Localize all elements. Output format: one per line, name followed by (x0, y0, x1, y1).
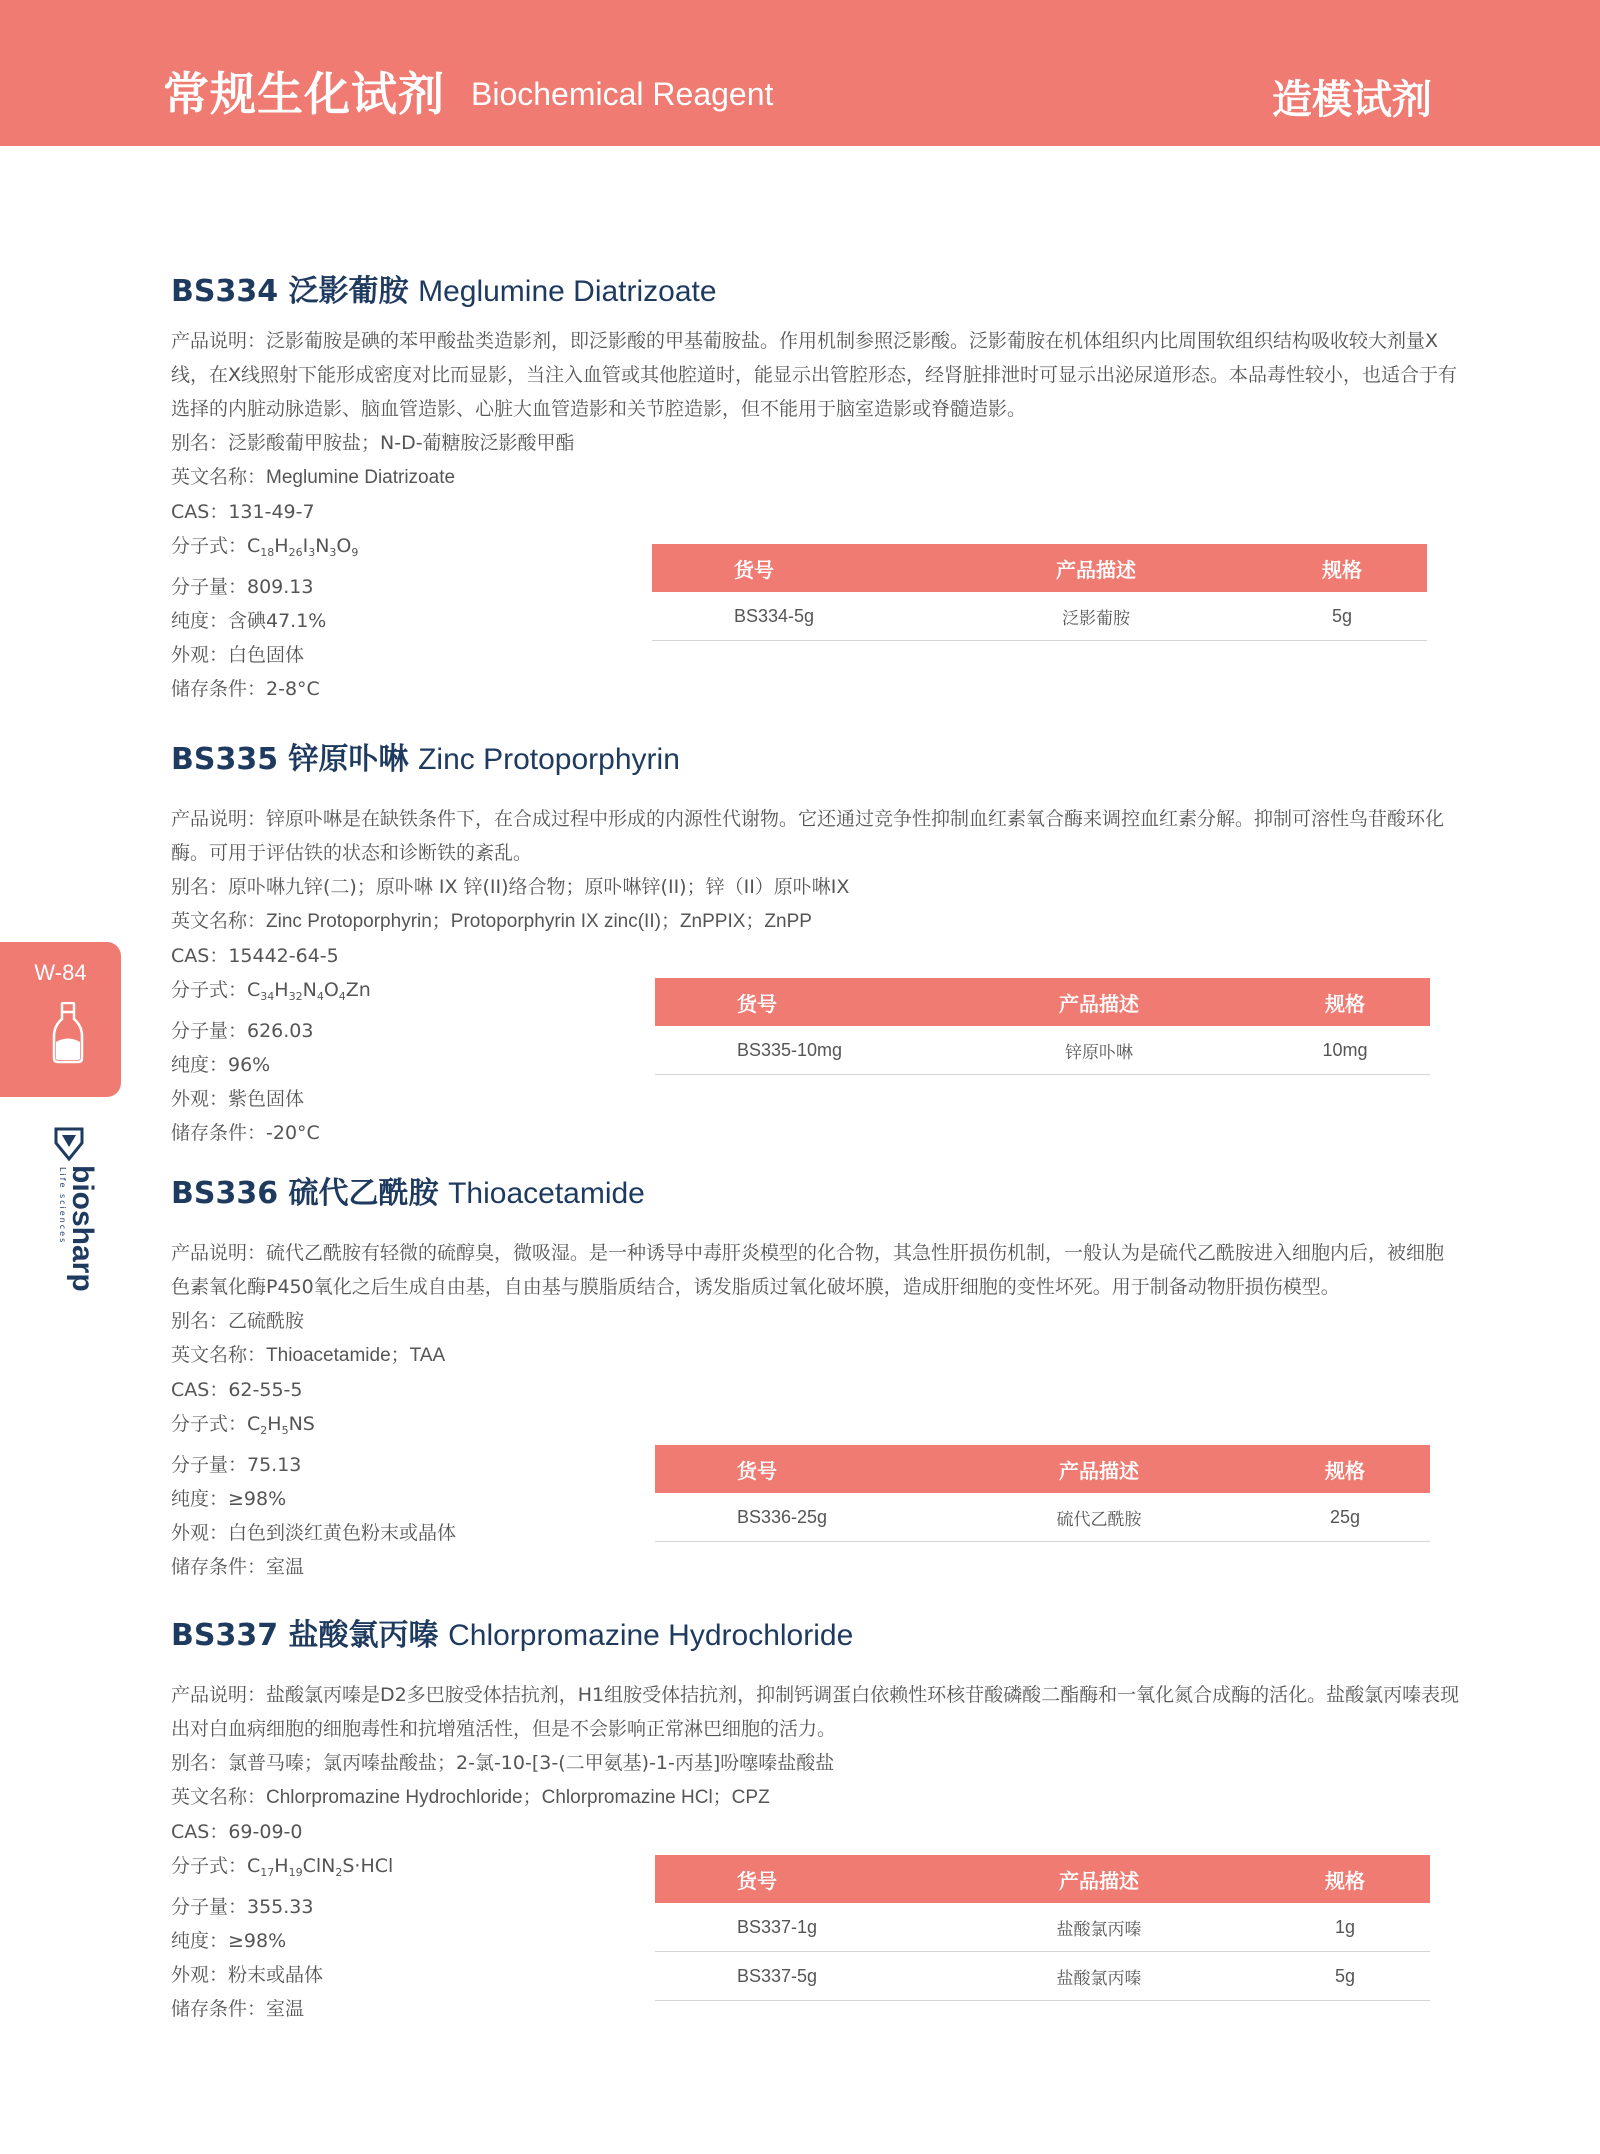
header-category: 造模试剂 (1272, 77, 1432, 123)
table-row (655, 1952, 1430, 2001)
product-storage: 储存条件：室温 (171, 1998, 305, 2020)
product-appearance: 外观：白色到淡红黄色粉末或晶体 (171, 1522, 457, 1544)
col-header-spec: 规格 (1257, 544, 1427, 592)
col-header-desc: 产品描述 (938, 978, 1260, 1026)
product-alias: 别名：乙硫酰胺 (171, 1310, 305, 1332)
formula-sub: 32 (288, 990, 303, 1003)
formula-label: 分子式： (171, 1855, 248, 1877)
product-en-name (171, 460, 1461, 495)
table-header-row (652, 544, 1427, 592)
brand-logo (47, 1125, 99, 1295)
product-cas: CAS：69-09-0 (171, 1821, 303, 1843)
en-name-value: Thioacetamide；TAA (266, 1345, 446, 1366)
formula-sub: 26 (288, 546, 303, 559)
col-header-desc: 产品描述 (935, 544, 1257, 592)
col-header-desc: 产品描述 (938, 1445, 1260, 1493)
product-title (171, 1172, 1461, 1216)
col-header-code: 货号 (655, 1445, 938, 1493)
header-cn-title: 常规生化试剂 (163, 67, 445, 121)
product-mw: 分子量：809.13 (171, 576, 314, 598)
formula-label: 分子式： (171, 979, 248, 1001)
formula-part: N (302, 979, 317, 1001)
product-purity: 纯度：含碘47.1% (171, 610, 327, 632)
cell-desc: 泛影葡胺 (935, 592, 1257, 641)
bottle-icon (52, 1002, 84, 1064)
product-alias: 别名：氯普马嗪；氯丙嗪盐酸盐；2-氯-10-[3-(二甲氨基)-1-丙基]吩噻嗪盐酸盐 (171, 1752, 835, 1774)
en-name-value: Chlorpromazine Hydrochloride；Chlorpromazine HCl；CPZ (266, 1787, 770, 1808)
formula-sub: 4 (338, 990, 346, 1003)
formula-sub: 18 (260, 546, 275, 559)
table-row (655, 1493, 1430, 1542)
en-name-value: Meglumine Diatrizoate (266, 467, 456, 488)
table-header-row (655, 978, 1430, 1026)
product-description: 产品说明：硫代乙酰胺有轻微的硫醇臭，微吸湿。是一种诱导中毒肝炎模型的化合物，其急性肝损伤机制，一般认为是硫代乙酰胺进入细胞内后，被细胞色素氧化酶P450氧化之后生成自由基，自由基与膜脂质结合，诱发脂质过氧化破坏膜，造成肝细胞的变性坏死。用于制备动物肝损伤模型。 (171, 1242, 1445, 1298)
cell-code: BS336-25g (655, 1493, 938, 1542)
formula-part: N (315, 535, 330, 557)
table-row (652, 592, 1427, 641)
product-mw: 分子量：626.03 (171, 1020, 314, 1042)
formula-part: I (302, 535, 309, 557)
product-appearance: 外观：白色固体 (171, 644, 305, 666)
formula-part: O (323, 979, 339, 1001)
product-purity: 纯度：≥98% (171, 1930, 287, 1952)
formula-label: 分子式： (171, 1413, 248, 1435)
product-storage: 储存条件：室温 (171, 1556, 305, 1578)
product-storage: 储存条件：-20°C (171, 1122, 320, 1144)
spec-table-bs337 (655, 1855, 1430, 2001)
formula-sub: 3 (329, 546, 337, 559)
formula-sub: 3 (308, 546, 316, 559)
col-header-code: 货号 (655, 1855, 938, 1903)
page-header (0, 0, 1600, 146)
cell-desc: 锌原卟啉 (938, 1026, 1260, 1075)
product-name-en: Chlorpromazine Hydrochloride (448, 1619, 854, 1652)
table-row (655, 1903, 1430, 1952)
cell-desc: 硫代乙酰胺 (938, 1493, 1260, 1542)
side-page-tab (0, 942, 121, 1097)
product-code-cn: BS336 硫代乙酰胺 (171, 1176, 439, 1211)
formula-part: H (274, 979, 289, 1001)
formula-sub: 9 (351, 546, 359, 559)
formula-part: ClN (302, 1855, 336, 1877)
product-description: 产品说明：泛影葡胺是碘的苯甲酸盐类造影剂，即泛影酸的甲基葡胺盐。作用机制参照泛影酸。泛影葡胺在机体组织内比周围软组织结构吸收较大剂量X线，在X线照射下能形成密度对比而显影，当注入血管或其他腔道时，能显示出管腔形态，经肾脏排泄时可显示出泌尿道形态。本品毒性较小，也适合于有选择的内脏动脉造影、脑血管造影、心脏大血管造影和关节腔造影，但不能用于脑室造影或脊髓造影。 (171, 330, 1458, 420)
formula-part: O (336, 535, 352, 557)
product-appearance: 外观：紫色固体 (171, 1088, 305, 1110)
formula-sub: 2 (260, 1424, 268, 1437)
en-name-label: 英文名称： (171, 910, 267, 932)
cell-spec: 1g (1260, 1903, 1430, 1952)
cell-desc: 盐酸氯丙嗪 (938, 1903, 1260, 1952)
cell-spec: 25g (1260, 1493, 1430, 1542)
product-code-cn: BS334 泛影葡胺 (171, 274, 409, 309)
table-header-row (655, 1445, 1430, 1493)
product-purity: 纯度：96% (171, 1054, 271, 1076)
product-purity: 纯度：≥98% (171, 1488, 287, 1510)
product-en-name (171, 1780, 1461, 1815)
brand-name: biosharp (66, 1165, 99, 1292)
biosharp-logo-icon (52, 1125, 86, 1163)
col-header-desc: 产品描述 (938, 1855, 1260, 1903)
product-alias: 别名：泛影酸葡甲胺盐；N-D-葡糖胺泛影酸甲酯 (171, 432, 575, 454)
cell-code: BS337-1g (655, 1903, 938, 1952)
product-description: 产品说明：盐酸氯丙嗪是D2多巴胺受体拮抗剂，H1组胺受体拮抗剂，抑制钙调蛋白依赖性环核苷酸磷酸二酯酶和一氧化氮合成酶的活化。盐酸氯丙嗪表现出对白血病细胞的细胞毒性和抗增殖活性，但是不会影响正常淋巴细胞的活力。 (171, 1684, 1460, 1740)
en-name-label: 英文名称： (171, 466, 267, 488)
en-name-label: 英文名称： (171, 1344, 267, 1366)
cell-code: BS334-5g (652, 592, 935, 641)
brand-sub: Life sciences (58, 1167, 67, 1245)
formula-sub: 5 (281, 1424, 289, 1437)
col-header-spec: 规格 (1260, 1445, 1430, 1493)
product-code-cn: BS337 盐酸氯丙嗪 (171, 1618, 439, 1653)
product-en-name (171, 1338, 1461, 1373)
product-storage: 储存条件：2-8°C (171, 678, 320, 700)
cell-desc: 盐酸氯丙嗪 (938, 1952, 1260, 2001)
formula-part: Zn (345, 979, 371, 1001)
col-header-spec: 规格 (1260, 978, 1430, 1026)
cell-spec: 10mg (1260, 1026, 1430, 1075)
en-name-value: Zinc Protoporphyrin；Protoporphyrin IX zinc(II)；ZnPPIX；ZnPP (266, 911, 812, 932)
formula-sub: 4 (316, 990, 324, 1003)
header-en-title: Biochemical Reagent (471, 76, 774, 112)
product-cas: CAS：15442-64-5 (171, 945, 339, 967)
table-header-row (655, 1855, 1430, 1903)
formula-part: H (274, 1855, 289, 1877)
formula-label: 分子式： (171, 535, 248, 557)
col-header-code: 货号 (655, 978, 938, 1026)
page-number: W-84 (34, 960, 87, 985)
product-name-en: Zinc Protoporphyrin (418, 743, 680, 776)
formula-part: C (247, 535, 261, 557)
table-row (655, 1026, 1430, 1075)
product-mw: 分子量：75.13 (171, 1454, 302, 1476)
product-bs335 (171, 738, 1461, 1150)
product-cas: CAS：131-49-7 (171, 501, 315, 523)
formula-part: C (247, 1855, 261, 1877)
product-alias: 别名：原卟啉九锌(二)；原卟啉 IX 锌(II)络合物；原卟啉锌(II)；锌（II）原卟啉IX (171, 876, 850, 898)
product-name-en: Meglumine Diatrizoate (418, 275, 717, 308)
product-description: 产品说明：锌原卟啉是在缺铁条件下，在合成过程中形成的内源性代谢物。它还通过竞争性抑制血红素氧合酶来调控血红素分解。抑制可溶性鸟苷酸环化酶。可用于评估铁的状态和诊断铁的紊乱。 (171, 808, 1445, 864)
product-name-en: Thioacetamide (448, 1177, 645, 1210)
product-title (171, 1614, 1461, 1658)
product-en-name (171, 904, 1461, 939)
cell-spec: 5g (1257, 592, 1427, 641)
product-title (171, 270, 1461, 314)
cell-spec: 5g (1260, 1952, 1430, 2001)
product-formula (171, 1407, 1461, 1448)
spec-table-bs336 (655, 1445, 1430, 1542)
formula-part: C (247, 979, 261, 1001)
product-title (171, 738, 1461, 782)
en-name-label: 英文名称： (171, 1786, 267, 1808)
formula-sub: 19 (288, 1866, 303, 1879)
formula-part: S·HCl (342, 1855, 394, 1877)
formula-sub: 2 (335, 1866, 343, 1879)
formula-sub: 17 (260, 1866, 275, 1879)
product-code-cn: BS335 锌原卟啉 (171, 742, 409, 777)
cell-code: BS337-5g (655, 1952, 938, 2001)
spec-table-bs335 (655, 978, 1430, 1075)
product-cas: CAS：62-55-5 (171, 1379, 303, 1401)
formula-sub: 34 (260, 990, 275, 1003)
product-mw: 分子量：355.33 (171, 1896, 314, 1918)
formula-part: NS (288, 1413, 315, 1435)
cell-code: BS335-10mg (655, 1026, 938, 1075)
formula-part: C (247, 1413, 261, 1435)
formula-part: H (274, 535, 289, 557)
col-header-code: 货号 (652, 544, 935, 592)
col-header-spec: 规格 (1260, 1855, 1430, 1903)
formula-part: H (267, 1413, 282, 1435)
spec-table-bs334 (652, 544, 1427, 641)
product-appearance: 外观：粉末或晶体 (171, 1964, 324, 1986)
